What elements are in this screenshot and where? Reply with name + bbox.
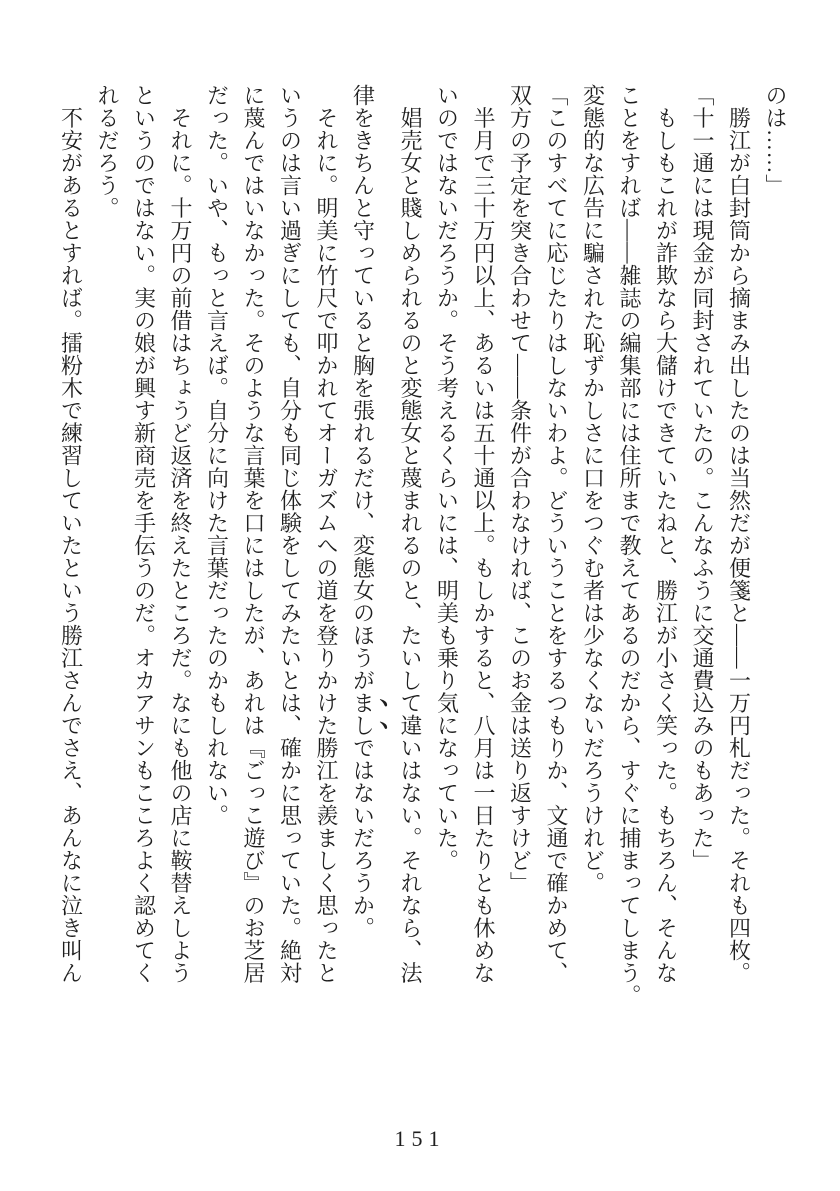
- body-text: [52, 84, 793, 1007]
- text-line: だった。いや、もっと言えば。自分に向けた言葉だったのかもしれない。: [204, 84, 230, 827]
- text-line: 勝江が白封筒から摘まみ出したのは当然だが便箋と――一万円札だった。それも四枚。: [726, 84, 752, 984]
- text-line: いのではないだろうか。そう考えるくらいには、明美も乗り気になっていた。: [434, 84, 460, 872]
- text-line: 「十一通には現金が同封されていたの。こんなふうに交通費込みのもあった」: [690, 84, 715, 872]
- text-line: 娼売女と賤しめられるのと変態女と蔑まれるのと、たいして違いはない。それなら、法: [398, 84, 423, 984]
- text-segment: ではないだろうか。: [350, 736, 376, 939]
- text-line: それに。明美に竹尺で叩かれてオーガズムへの道を登りかけた勝江を羨ましく思ったと: [314, 84, 339, 984]
- page-number: 151: [394, 1126, 446, 1151]
- text-line: 双方の予定を突き合わせて――条件が合わなければ、このお金は送り返すけど」: [507, 84, 533, 894]
- text-line: 「このすべてに応じたりはしないわよ。どういうことをするつもりか、文通で確かめて、: [544, 84, 569, 984]
- text-line: 変態的な広告に騙された恥ずかしさに口をつぐむ者は少なくないだろうけれど。: [580, 84, 606, 894]
- text-line: [344, 84, 392, 994]
- text-line: に蔑んではいなかった。そのような言葉を口にはしたが、あれは『ごっこ遊び』のお芝居: [241, 84, 266, 984]
- text-line: 不安があるとすれば。擂粉木で練習していたという勝江さんでさえ、あんなに泣き叫ん: [58, 84, 84, 984]
- text-line: いうのは言い過ぎにしても、自分も同じ体験をしてみたいとは、確かに思っていた。絶対: [277, 84, 303, 984]
- text-line: のは……」: [763, 84, 788, 197]
- text-line: それに。十万円の前借はちょうど返済を終えたところだ。なにも他の店に鞍替えしよう: [168, 84, 193, 984]
- emphasized-text: まし: [350, 691, 376, 737]
- text-line: というのではない。実の娘が興す新商売を手伝うのだ。オカアサンもこころよく認めてく: [131, 84, 157, 984]
- text-line: 半月で三十万円以上、あるいは五十通以上。もしかすると、八月は一日たりとも休めな: [471, 84, 496, 984]
- text-segment: 律をきちんと守っていると胸を張れるだけ、変態女のほうが: [350, 84, 376, 692]
- text-line: もしもこれが詐欺なら大儲けできていたねと、勝江が小さく笑った。もちろん、そんな: [653, 84, 679, 984]
- text-line: ことをすれば――雑誌の編集部には住所まで教えてあるのだから、すぐに捕まってしまう。: [617, 84, 642, 1007]
- text-line: れるだろう。: [95, 84, 120, 219]
